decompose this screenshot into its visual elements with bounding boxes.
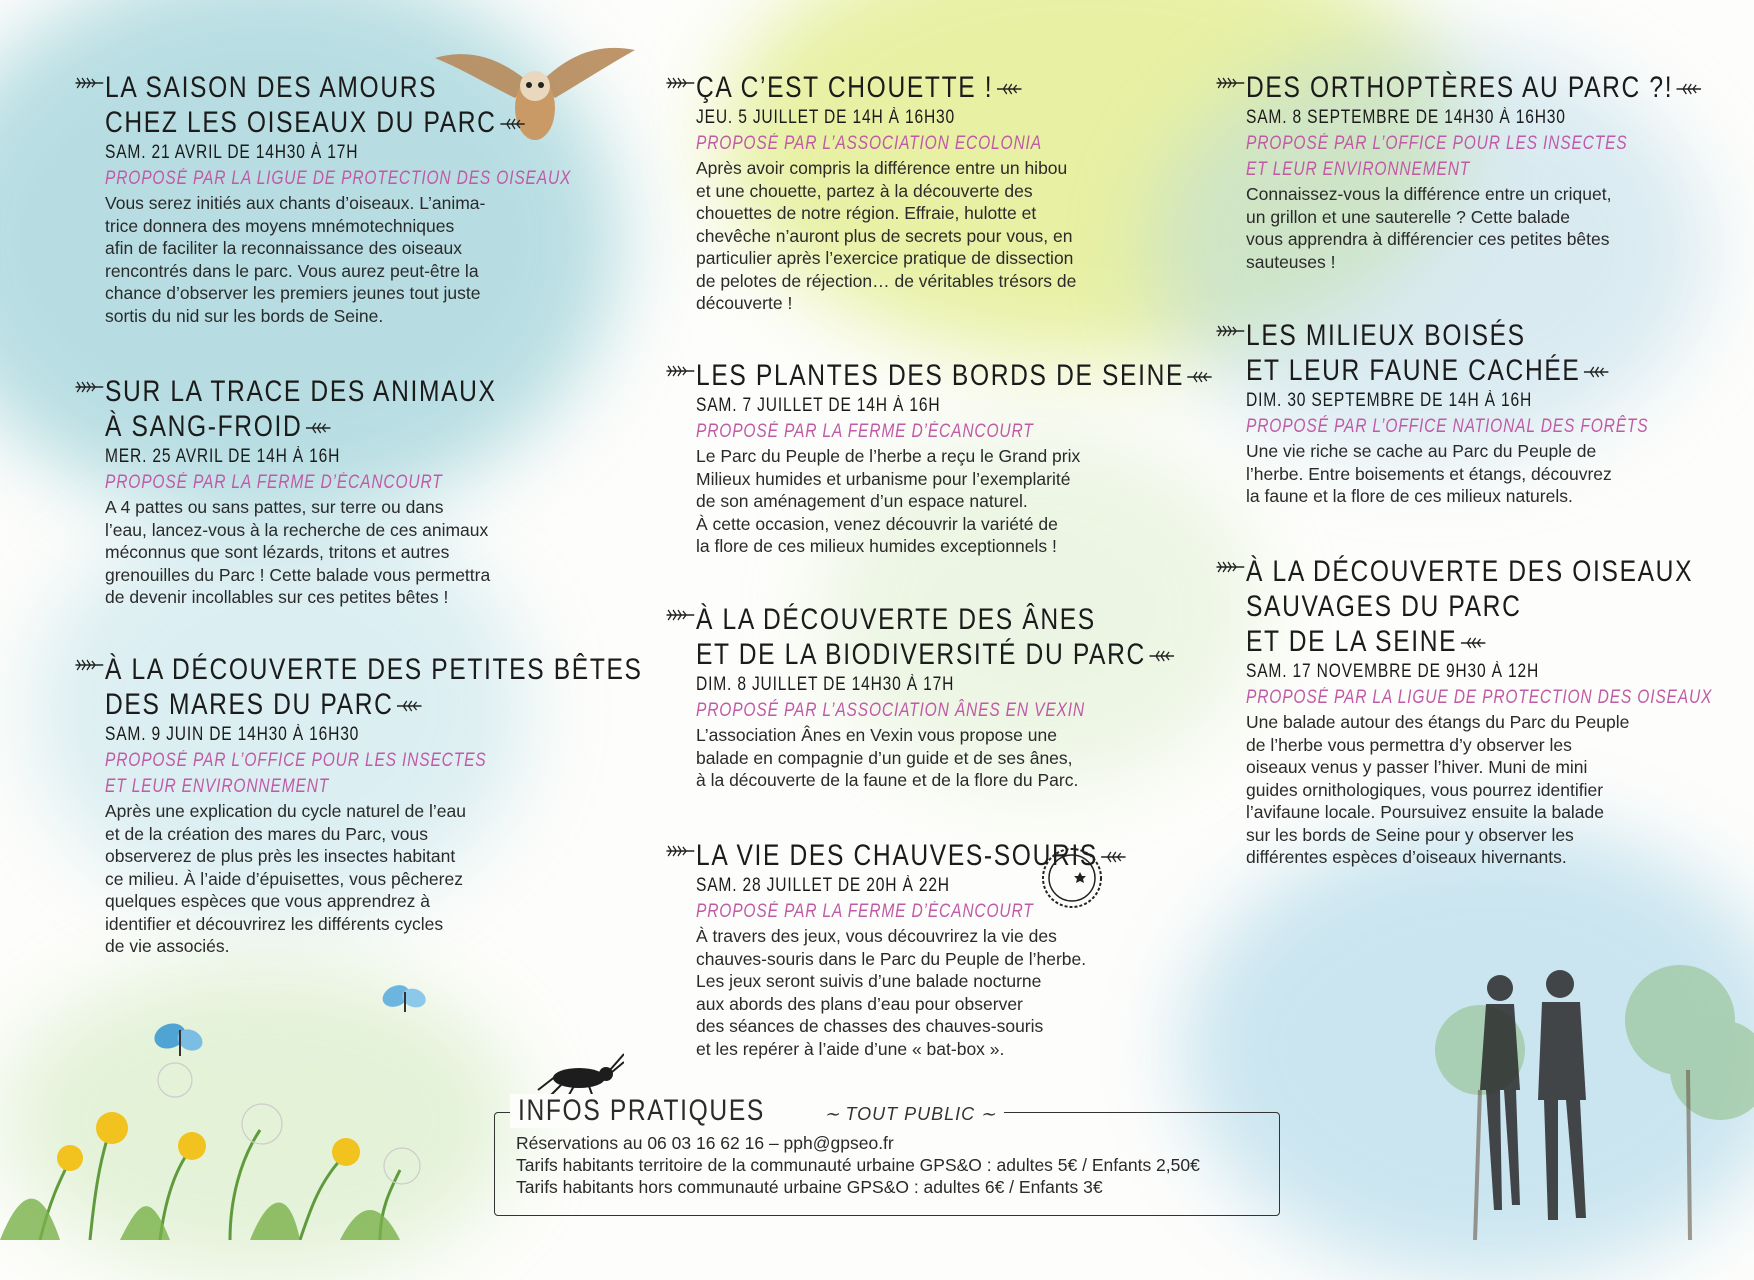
event-organizer: PROPOSÉ PAR LA FERME D’ÉCANCOURT (696, 421, 1034, 442)
fern-icon (666, 364, 694, 378)
event-title: DES MARES DU PARC (105, 687, 643, 722)
hikers-illustration (1420, 960, 1754, 1240)
fern-icon (1584, 365, 1609, 379)
event-card (105, 374, 583, 609)
reservation-line: Réservations au 06 03 16 62 16 – pph@gpseo.fr (516, 1133, 894, 1153)
event-card (1246, 318, 1737, 508)
event-title: CHEZ LES OISEAUX DU PARC (105, 105, 571, 140)
event-organizer: PROPOSÉ PAR L’OFFICE NATIONAL DES FORÊTS (1246, 416, 1649, 437)
event-description: L’association Ânes en Vexin vous propose une balade en compagnie d’un guide et de ses ânes, à la découverte de la faune et de la flore du Parc. (696, 725, 1079, 790)
price-line: Tarifs habitants territoire de la communauté urbaine GPS&O : adultes 5€ / Enfants 2,50€ (516, 1155, 1200, 1175)
event-date: SAM. 21 AVRIL DE 14H30 À 17H (105, 142, 359, 163)
event-title: SUR LA TRACE DES ANIMAUX (105, 374, 497, 409)
fern-icon (1187, 370, 1212, 384)
event-description: Une vie riche se cache au Parc du Peuple de l’herbe. Entre boisements et étangs, découvrez la faune et la flore de ces milieux naturels. (1246, 441, 1612, 506)
practical-info-header (510, 1094, 1004, 1128)
event-description: Vous serez initiés aux chants d’oiseaux. L’anima- trice donnera des moyens mnémotechniques afin de faciliter la reconnaissance des oiseaux rencontrés dans le parc. Vous aurez peut-être la chance d’observer les premiers jeunes tout juste sortis du nid sur les bords de Seine. (105, 193, 486, 326)
fern-icon (306, 421, 331, 435)
moon-stamp-icon (1040, 846, 1104, 910)
event-card (1246, 70, 1754, 273)
event-organizer: PROPOSÉ PAR L’ASSOCIATION ÂNES EN VEXIN (696, 700, 1085, 721)
fern-icon (75, 658, 103, 672)
event-card (696, 602, 1279, 792)
fern-icon (666, 76, 694, 90)
event-card (1246, 554, 1754, 869)
practical-info-title: INFOS PRATIQUES (518, 1094, 765, 1127)
event-title: À SANG-FROID (105, 409, 497, 444)
fern-icon (1216, 560, 1244, 574)
event-organizer: PROPOSÉ PAR LA FERME D’ÉCANCOURT (696, 901, 1034, 922)
event-title: DES ORTHOPTÈRES AU PARC ?! (1246, 70, 1701, 105)
event-date: SAM. 7 JUILLET DE 14H À 16H (696, 395, 941, 416)
fern-icon (500, 117, 525, 131)
event-title: LA SAISON DES AMOURS (105, 70, 571, 105)
event-organizer: PROPOSÉ PAR LA LIGUE DE PROTECTION DES OISEAUX (1246, 687, 1713, 708)
event-title: ET LEUR FAUNE CACHÉE (1246, 353, 1648, 388)
fern-icon (1216, 324, 1244, 338)
event-description: Après avoir compris la différence entre un hibou et une chouette, partez à la découverte des chouettes de notre région. Effraie, hulotte et chevêche n’auront plus de secrets pour vous, en particulier après l’exercice pratique de dissection de pelotes de réjection… de véritables trésors de découverte ! (696, 158, 1077, 313)
event-title: LES MILIEUX BOISÉS (1246, 318, 1648, 353)
event-title: ET DE LA SEINE (1246, 624, 1712, 659)
fern-icon (1149, 649, 1174, 663)
event-date: SAM. 28 JUILLET DE 20H À 22H (696, 875, 950, 896)
event-title: LES PLANTES DES BORDS DE SEINE (696, 358, 1212, 393)
event-title: ET DE LA BIODIVERSITÉ DU PARC (696, 637, 1174, 672)
event-card (696, 358, 1325, 558)
event-date: SAM. 8 SEPTEMBRE DE 14H30 À 16H30 (1246, 107, 1566, 128)
event-organizer: PROPOSÉ PAR L’OFFICE POUR LES INSECTES (1246, 133, 1628, 154)
fern-icon (75, 380, 103, 394)
event-description: À travers des jeux, vous découvrirez la vie des chauves-souris dans le Parc du Peuple de l’herbe. Les jeux seront suivis d’une balade nocturne aux abords des plans d’eau pour observer des séances de chasses des chauves-souris et les repérer à l’aide d’une « bat-box ». (696, 926, 1087, 1059)
event-organizer: ET LEUR ENVIRONNEMENT (105, 776, 330, 797)
fern-icon (75, 76, 103, 90)
event-date: DIM. 30 SEPTEMBRE DE 14H À 16H (1246, 390, 1533, 411)
event-title: À LA DÉCOUVERTE DES PETITES BÊTES (105, 652, 643, 687)
event-description: Une balade autour des étangs du Parc du Peuple de l’herbe vous permettra d’y observer les oiseaux venus y passer l’hiver. Muni de mini guides ornithologiques, vous pourrez identifier l’avifaune locale. Poursuivez ensuite la balade sur les bords de Seine pour y observer les différentes espèces d’oiseaux hivernants. (1246, 712, 1630, 867)
event-description: Le Parc du Peuple de l’herbe a reçu le Grand prix Milieux humides et urbanisme pour l’exemplarité de son aménagement d’un espace naturel. À cette occasion, venez découvrir la variété de la flore de ces milieux humides exceptionnels ! (696, 446, 1081, 556)
event-organizer: ET LEUR ENVIRONNEMENT (1246, 159, 1471, 180)
event-description: Connaissez-vous la différence entre un criquet, un grillon et une sauterelle ? Cette balade vous apprendra à différencier ces petites bêtes sauteuses ! (1246, 184, 1612, 272)
event-organizer: PROPOSÉ PAR L’OFFICE POUR LES INSECTES (105, 750, 487, 771)
fern-icon (1216, 76, 1244, 90)
event-date: JEU. 5 JUILLET DE 14H À 16H30 (696, 107, 956, 128)
tilde-icon: ∼ (824, 1104, 841, 1124)
event-organizer: PROPOSÉ PAR LA FERME D’ÉCANCOURT (105, 472, 443, 493)
event-card (105, 652, 761, 958)
event-title: LA VIE DES CHAUVES-SOURIS (696, 838, 1126, 873)
fern-icon (666, 608, 694, 622)
event-organizer: PROPOSÉ PAR L’ASSOCIATION ECOLONIA (696, 133, 1042, 154)
event-card (696, 70, 1118, 315)
event-title: SAUVAGES DU PARC (1246, 590, 1522, 623)
event-date: SAM. 17 NOVEMBRE DE 9H30 À 12H (1246, 661, 1540, 682)
event-date: DIM. 8 JUILLET DE 14H30 À 17H (696, 674, 955, 695)
fern-icon (1677, 82, 1702, 96)
tilde-icon: ∼ (980, 1104, 997, 1124)
dandelion-illustration (0, 1040, 440, 1240)
event-description: Après une explication du cycle naturel de l’eau et de la création des mares du Parc, vous observerez de plus près les insectes habitant ce milieu. À l’aide d’épuisettes, vous pêcherez quelques espèces que vous apprendrez à identifier et découvrirez les différents cycles de vie associés. (105, 801, 466, 956)
event-description: A 4 pattes ou sans pattes, sur terre ou dans l’eau, lancez-vous à la recherche de ces animaux méconnus que sont lézards, tritons et autres grenouilles du Parc ! Cette balade vous permettra de devenir incollables sur ces petites bêtes ! (105, 497, 491, 607)
fern-icon (1101, 850, 1126, 864)
event-title: À LA DÉCOUVERTE DES ÂNES (696, 602, 1174, 637)
event-organizer: PROPOSÉ PAR LA LIGUE DE PROTECTION DES OISEAUX (105, 168, 572, 189)
audience-label: TOUT PUBLIC (845, 1104, 976, 1124)
fern-icon (397, 699, 422, 713)
fern-icon (997, 82, 1022, 96)
event-title: ÇA C’EST CHOUETTE ! (696, 70, 1042, 105)
butterfly-icon (380, 982, 430, 1022)
event-date: SAM. 9 JUIN DE 14H30 À 16H30 (105, 724, 360, 745)
fern-icon (666, 844, 694, 858)
fern-icon (1460, 636, 1485, 650)
event-date: MER. 25 AVRIL DE 14H À 16H (105, 446, 341, 467)
practical-info-lines (516, 1132, 1200, 1198)
event-title: À LA DÉCOUVERTE DES OISEAUX (1246, 554, 1712, 589)
price-line: Tarifs habitants hors communauté urbaine GPS&O : adultes 6€ / Enfants 3€ (516, 1177, 1103, 1197)
event-card (105, 70, 674, 327)
event-card (696, 838, 1220, 1060)
